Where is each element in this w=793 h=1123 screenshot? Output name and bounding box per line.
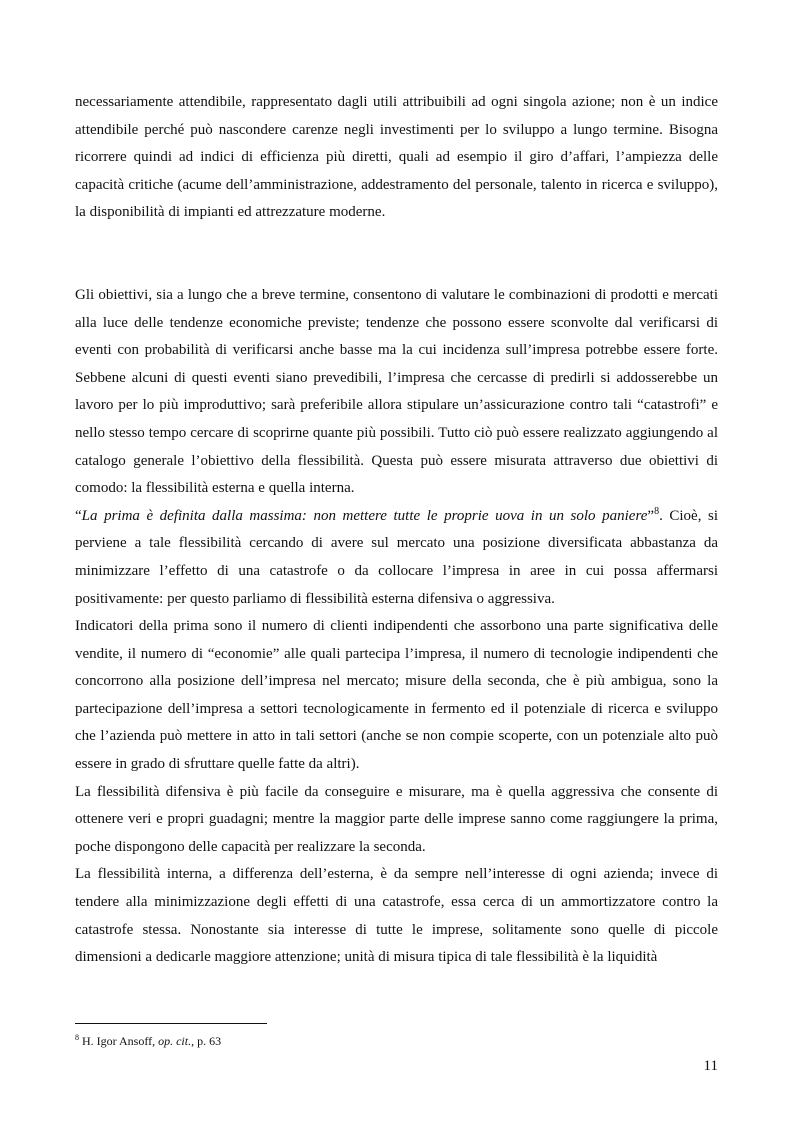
paragraph-4: Indicatori della prima sono il numero di clienti indipendenti che assorbono una parte significativa delle vendite, il numero di “economie” alle quali partecipa l’impresa, il numero di tecnologie indipendenti che concorrono alla posizione dell’impresa nel mercato; misure della seconda, che è più ambigua, sono la partecipazione dell’impresa a settori tecnologicamente in fermento ed il potenziale di ricerca e sviluppo che l’azienda può mettere in atto in tali settori (anche se non compie scoperte, con un potenziale alto può essere in grado di sfruttare quelle fatte da altri). [75,618,718,773]
footnote-divider [75,1023,267,1024]
paragraph-gap [75,227,718,282]
page-number: 11 [703,1058,718,1074]
footnote-reference[interactable]: 8 [654,505,660,517]
page-body [75,89,718,972]
footnote-number: 8 [75,1033,79,1042]
quotation: La prima è definita dalla massima: non mettere tutte le proprie uova in un solo paniere [81,507,648,524]
paragraph-3-rest: . Cioè, si perviene a tale flessibilità cercando di avere sul mercato una posizione diversificata abbastanza da minimizzare l’effetto di una catastrofe o da collocare l’impresa in aree in cui possa affermarsi positivamente: per questo parliamo di flessibilità esterna difensiva o aggressiva. [75,507,718,607]
paragraph-1: necessariamente attendibile, rappresentato dagli utili attribuibili ad ogni singola azione; non è un indice attendibile perché può nascondere carenze negli investimenti per lo sviluppo a lungo termine. Bisogna ricorrere quindi ad indici di efficienza più diretti, quali ad esempio il giro d’affari, l’ampiezza delle capacità critiche (acume dell’amministrazione, addestramento del personale, talento in ricerca e sviluppo), la disponibilità di impianti ed attrezzature moderne. [75,94,718,221]
quote-open: “ [75,507,82,524]
paragraph-2: Gli obiettivi, sia a lungo che a breve termine, consentono di valutare le combinazioni di prodotti e mercati alla luce delle tendenze economiche previste; tendenze che possono essere sconvolte dal verificarsi di eventi con probabilità di verificarsi anche basse ma la cui incidenza sull’impresa potrebbe essere forte. Sebbene alcuni di questi eventi siano prevedibili, l’impresa che cercasse di predirli si addosserebbe un lavoro per lo più improduttivo; sarà preferibile allora stipulare un’assicurazione contro tali “catastrofi” e nello stesso tempo cercare di scoprirne quante più possibili. Tutto ciò può essere realizzato aggiungendo al catalogo generale l’obiettivo della flessibilità. Questa può essere misurata attraverso due obiettivi di comodo: la flessibilità esterna e quella interna. [75,286,718,497]
footnote-work: op. cit. [158,1034,192,1048]
paragraph-3 [75,503,718,613]
footnote [75,1030,221,1049]
paragraph-6: La flessibilità interna, a differenza dell’esterna, è da sempre nell’interesse di ogni azienda; invece di tendere alla minimizzazione degli effetti di una catastrofe, essa cerca di un ammortizzatore contro la catastrofe stessa. Nonostante sia interesse di tutte le imprese, solitamente sono quelle di piccole dimensioni a dedicarle maggiore attenzione; unità di misura tipica di tale flessibilità è la liquidità [75,866,718,966]
footnote-author: H. Igor Ansoff, [79,1034,159,1048]
paragraph-5: La flessibilità difensiva è più facile da conseguire e misurare, ma è quella aggressiva che consente di ottenere veri e propri guadagni; mentre la maggior parte delle imprese sanno come raggiungere la prima, poche dispongono delle capacità per realizzare la seconda. [75,783,718,855]
quote-close: ” [647,507,655,524]
footnote-page: , p. 63 [191,1034,222,1048]
